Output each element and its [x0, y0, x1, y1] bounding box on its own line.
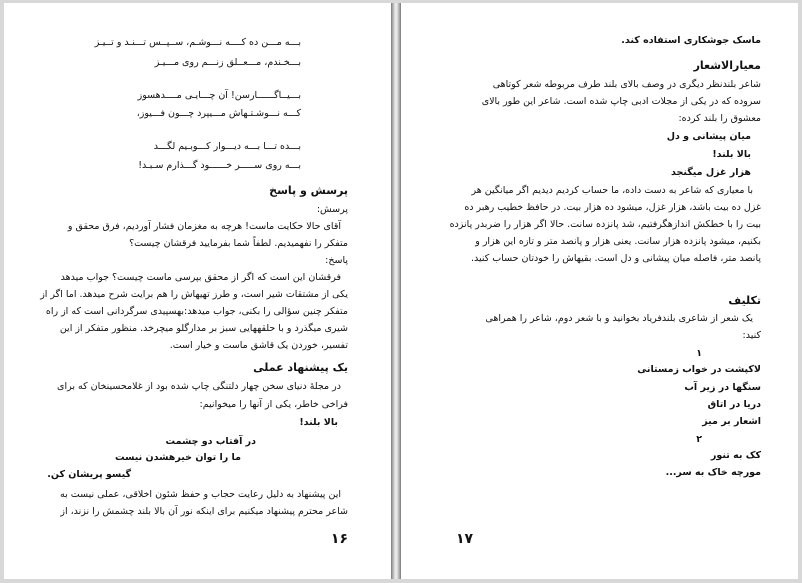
quoted-verse: ما را توان خیرهشدن نیست — [115, 452, 241, 463]
closing-line: شاعر محترم پیشنهاد میکنیم برای اینکه نور آن بالا بلند چشمش را نزند، از — [60, 506, 348, 517]
poem-verse: مورچه خاک به سر... — [665, 467, 761, 478]
task-heading: تکلیف — [728, 294, 761, 307]
question-line: متفکر را نفهمیدیم. لطفاً شما بفرمایید فرقشان چیست؟ — [129, 238, 348, 249]
poem-number: ۱ — [696, 348, 702, 359]
section-heading: معیارالاشعار — [693, 59, 761, 72]
suggestion-line: فراخی خاطر، یکی از آنها را میخوانیم: — [199, 399, 348, 410]
quoted-verse: هزار غزل میگنجد — [671, 167, 751, 178]
poem-verse: کک به تنور — [710, 450, 761, 461]
suggestion-line: در مجلهٔ دنیای سخن چهار دلتنگی چاپ شده بود از غلامحسینخان که برای — [57, 381, 341, 392]
qa-heading: پرسش و پاسخ — [269, 184, 348, 197]
quoted-verse: بالا بلند! — [299, 417, 338, 428]
answer-label: پاسخ: — [325, 255, 348, 266]
quoted-verse: میان پیشانی و دل — [666, 131, 751, 142]
body-line: بکنیم، میشود پانزده هزار سانت. یعنی هزار و پانصد متر و تازه این هزار و — [475, 236, 761, 247]
task-line: یک شعر از شاعری بلندفریاد بخوانید و با شعر دوم، شاعر را همراهی — [485, 313, 753, 324]
poem-line: بـــه روی ســـــر خــــــود گـــذارم سـبـد! — [138, 160, 301, 171]
quoted-verse: گیسو پریشان کن. — [47, 469, 131, 480]
answer-line: تفسیر، خوردن یک قاشق ماست و خیار است. — [169, 340, 348, 351]
answer-line: شیری میگذرد و با حلقههایی سبز بر مدارگلو میچرخد. منظور متفکر از این — [59, 323, 348, 334]
poem-verse: سنگها در زیر آب — [684, 382, 761, 393]
poem-line: بـــه مـــن ده کــــه نـــوشـم، ســپــس تـــنـد و تــیـز — [94, 37, 301, 48]
left-page — [4, 3, 392, 579]
poem-verse: دریا در اتاق — [707, 399, 761, 410]
answer-line: متفکر چنین سؤالی را بکنی، جواب میدهد:بهسپیدی سرگردانی است که از راه — [45, 306, 348, 317]
intro-line: معشوق را بلند کرده: — [678, 113, 761, 124]
quoted-verse: در آفتاب دو چشمت — [165, 436, 256, 447]
poem-verse: لاکپشت در خواب زمستانی — [637, 364, 761, 375]
question-label: پرسش: — [316, 204, 348, 215]
poem-line: بـــیــاگــــــارسن! آن چـــایـی مــــدهسوز — [137, 90, 301, 101]
poem-line: بـــخـندم، مـــعــلق زنـــم روی مـــیـز — [154, 57, 301, 68]
book-gutter — [392, 3, 400, 579]
right-page — [400, 3, 798, 579]
poem-line: بـــده تـــا بـــه دیـــوار کـــوبـیم لگـــد — [153, 141, 301, 152]
top-line: ماسک جوشکاری استفاده کند. — [621, 35, 761, 46]
body-line: با معیاری که شاعر به دست داده، ما حساب کردیم دیدیم اگر میانگین هر — [471, 185, 753, 196]
page-number: ۱۷ — [456, 531, 474, 547]
intro-line: شاعر بلندنظر دیگری در وصف بالای بلند طرف مربوطه شعر کوتاهی — [492, 79, 761, 90]
body-line: پانصد متر، فاصله میان پیشانی و دل است. بقیهاش را خودتان حساب کنید. — [471, 253, 761, 264]
poem-line: کـــه نـــوشـتـهاش مـــیپرد چـــون فـــیوز، — [136, 108, 301, 119]
answer-line: یکی از مشتقات شیر است، و طرز تهیهاش را هم برایت شرح میدهد. اما اگر از — [40, 289, 348, 300]
quoted-verse: بالا بلند! — [712, 149, 751, 160]
poem-verse: اشعار بر میز — [702, 416, 761, 427]
body-line: بیت را با خطکش اندازهگرفتیم، شد پانزده سانت. حالا اگر هزار را ضربدر پانزده — [449, 219, 761, 230]
closing-line: این پیشنهاد به دلیل رعایت حجاب و حفظ شئون اخلاقی، عملی نیست به — [60, 489, 341, 500]
question-line: آقای حالا حکایت ماست! هرچه به مغزمان فشار آوردیم، فرق محقق و — [67, 221, 341, 232]
page-number: ۱۶ — [330, 531, 348, 547]
task-line: کنید: — [742, 330, 761, 341]
intro-line: سروده که در یکی از مجلات ادبی چاپ شده است. شاعر این طور بالای — [481, 96, 761, 107]
poem-number: ۲ — [696, 434, 702, 445]
answer-line: فرقشان این است که اگر از محقق بپرسی ماست چیست؟ جواب میدهد — [60, 272, 341, 283]
body-line: غزل ده بیت باشد، هزار غزل، میشود ده هزار بیت. در حافظ خطیب رهبر ده — [464, 202, 761, 213]
suggestion-heading: یک پیشنهاد عملی — [253, 361, 348, 374]
